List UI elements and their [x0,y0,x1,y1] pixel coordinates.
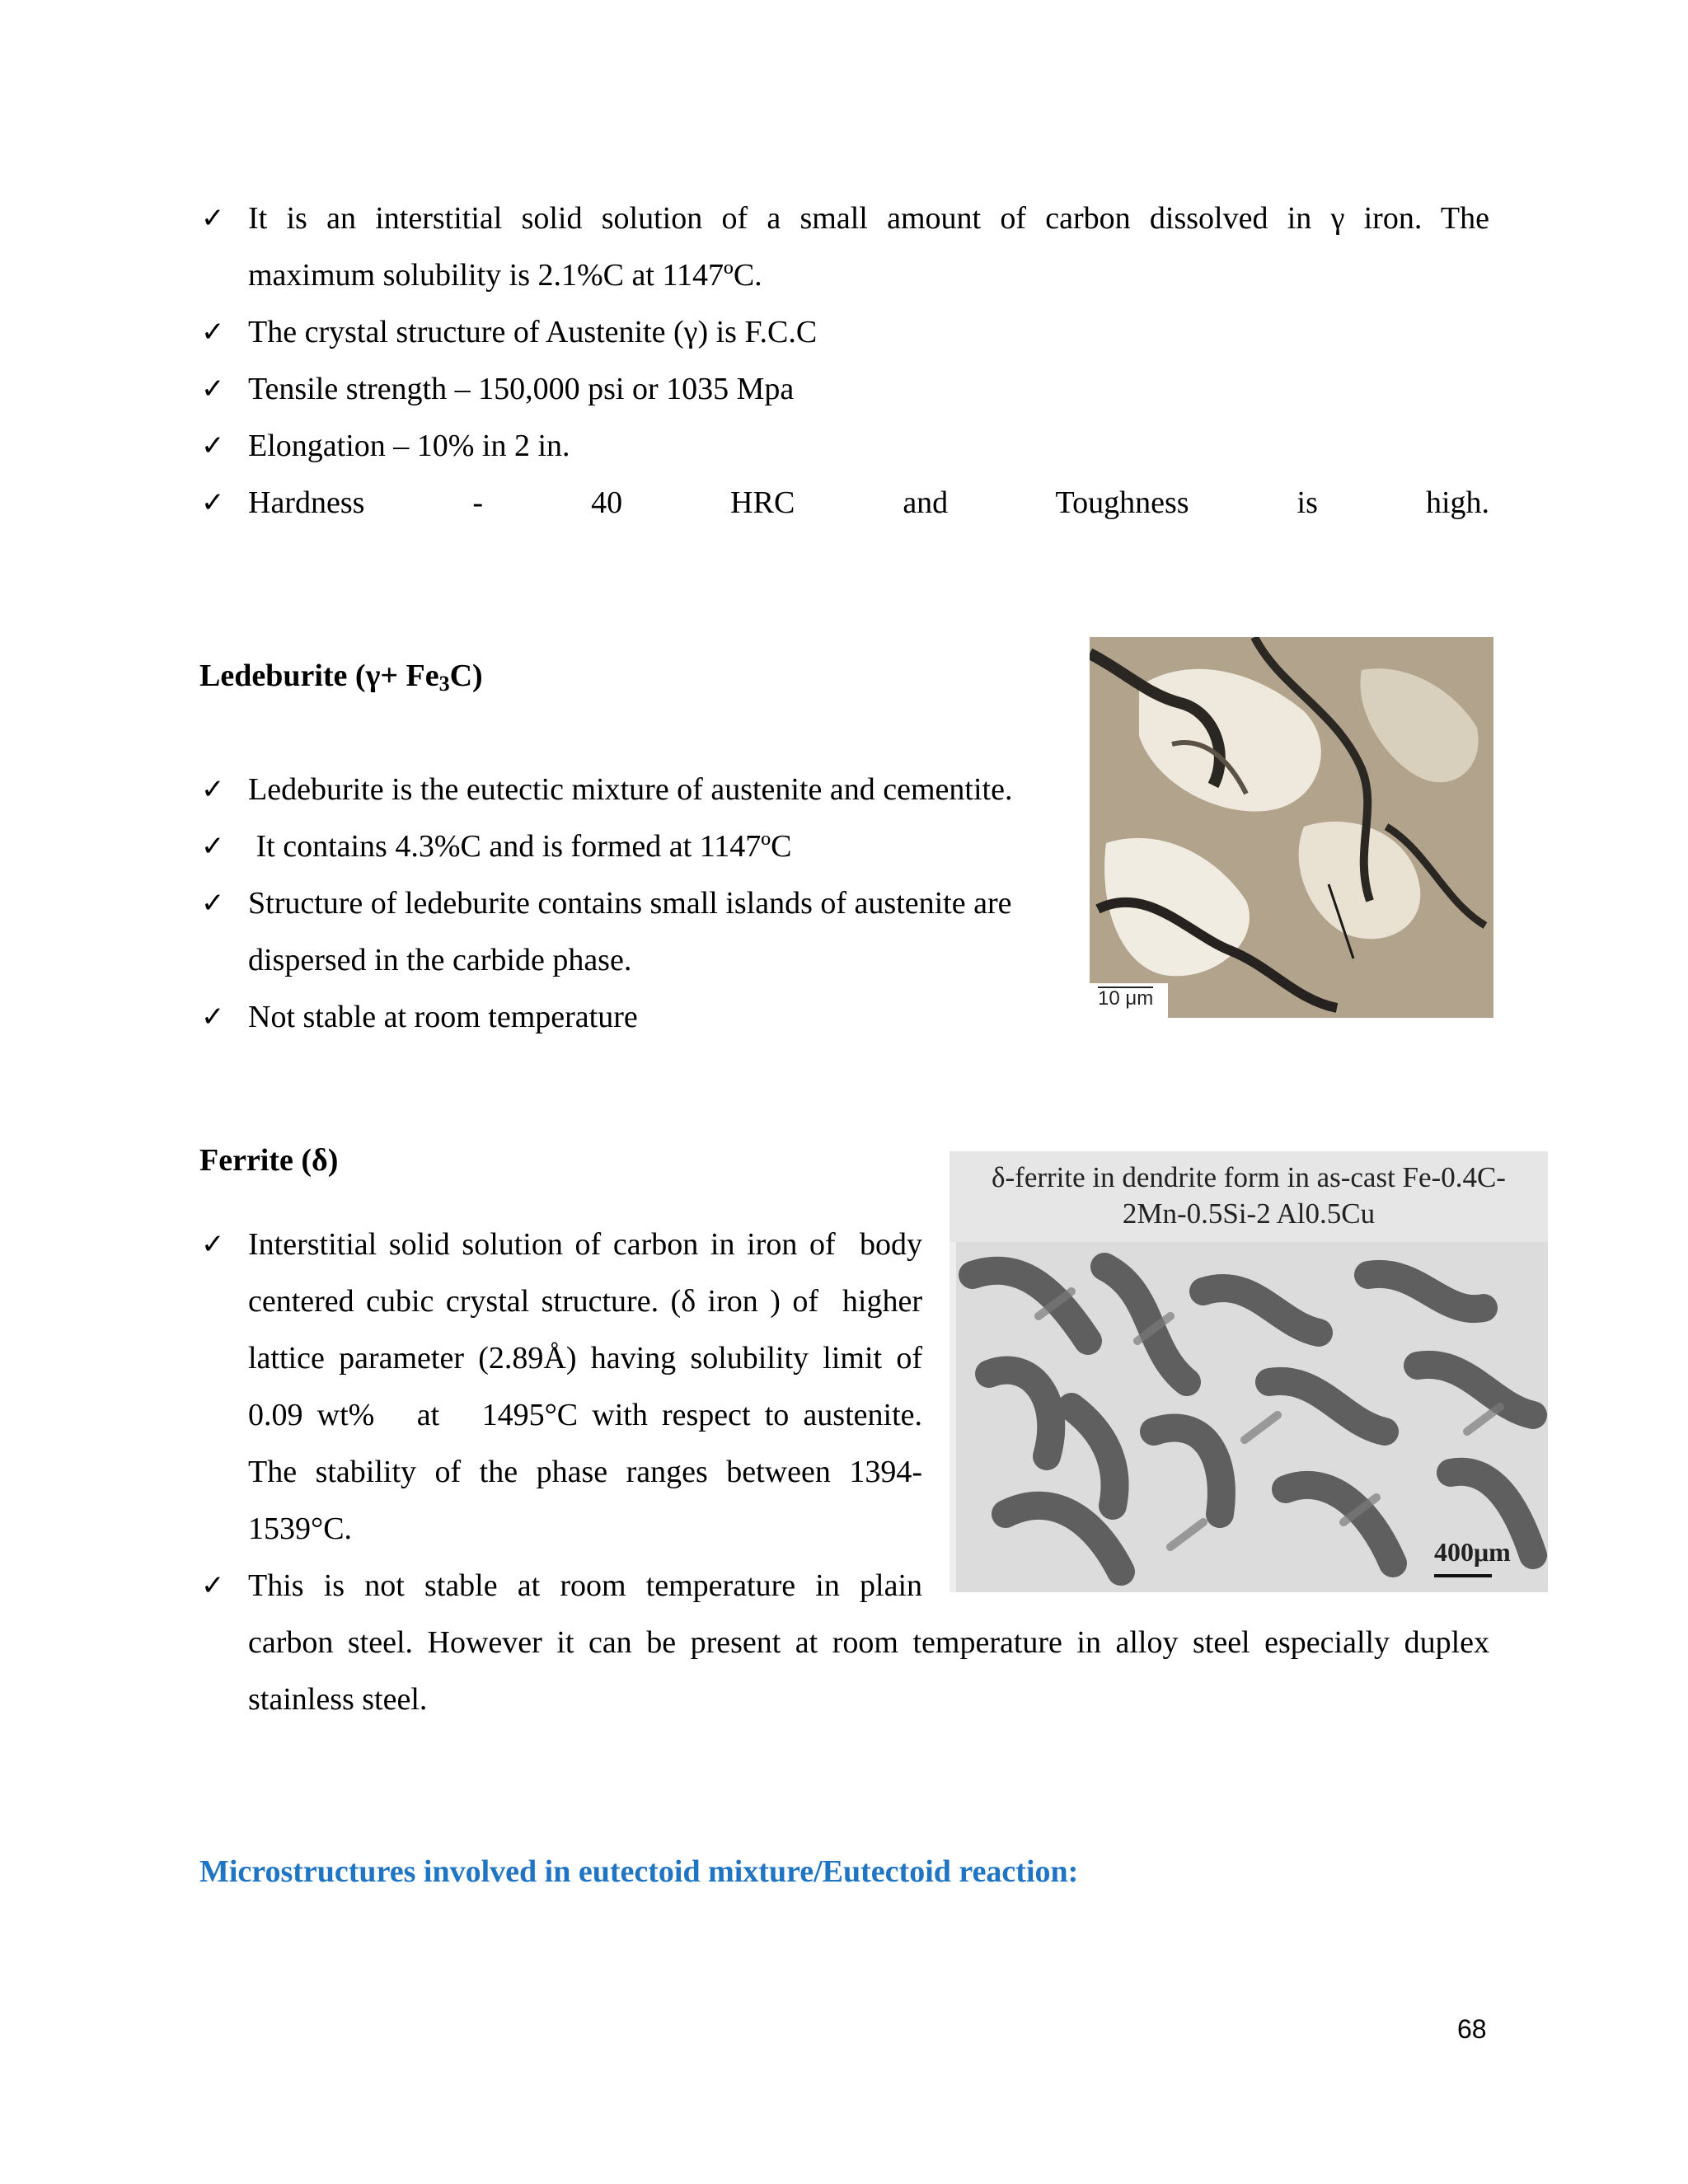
caption-line: δ-ferrite in dendrite form in as-cast Fe-0.4C- [992,1161,1506,1193]
bullet-line: centered cubic crystal structure. (δ iron ) of higher [248,1284,922,1319]
bullet-line: Hardness - 40 HRC and Toughness is high. [248,485,1489,520]
checkmark-icon: ✓ [201,429,225,462]
bullet-line: 0.09 wt% at 1495°C with respect to austenite. [248,1398,922,1432]
bullet-line: maximum solubility is 2.1%C at 1147ºC. [248,258,762,293]
ferrite-micrograph [950,1151,1548,1592]
checkmark-icon: ✓ [201,1001,225,1033]
ledeburite-micrograph [1090,637,1493,1018]
checkmark-icon: ✓ [201,1228,225,1261]
section-heading-ledeburite: Ledeburite $(\gamma+ Fe_3C)$ [199,658,483,696]
bullet-line: The stability of the phase ranges between 1394- [248,1455,922,1489]
section-heading-ferrite: Ferrite (δ) [199,1143,339,1178]
page-number: 68 [1457,2014,1487,2044]
bullet-line: Ledeburite is the eutectic mixture of austenite and cementite. [248,772,1013,807]
figure-caption [950,1151,1548,1242]
bullet-line: carbon steel. However it can be present at room temperature in alloy steel especially duplex [248,1625,1489,1660]
bullet-line: This is not stable at room temperature in plain [248,1568,922,1603]
bullet-line: The crystal structure of Austenite (γ) is F.C.C [248,315,818,349]
bullet-line: Structure of ledeburite contains small islands of austenite are [248,886,1012,921]
bullet-line: stainless steel. [248,1682,428,1717]
bullet-line: Interstitial solid solution of carbon in iron of body [248,1227,922,1262]
checkmark-icon: ✓ [201,373,225,405]
section-heading-eutectoid: Microstructures involved in eutectoid mixture/Eutectoid reaction: [199,1854,1079,1889]
bullet-line: Elongation – 10% in 2 in. [248,429,570,463]
checkmark-icon: ✓ [201,830,225,863]
checkmark-icon: ✓ [201,486,225,519]
bullet-line: 1539°C. [248,1511,353,1546]
bullet-line: It is an interstitial solid solution of a small amount of carbon dissolved in γ iron. The [248,201,1489,236]
bullet-line: Tensile strength – 150,000 psi or 1035 Mpa [248,372,795,406]
checkmark-icon: ✓ [201,1569,225,1602]
micrograph-icon [1090,637,1493,1018]
checkmark-icon: ✓ [201,773,225,806]
checkmark-icon: ✓ [201,202,225,235]
bullet-line: It contains 4.3%C and is formed at 1147ºC [248,829,792,864]
scale-bar-label: 400μm [1434,1537,1511,1567]
checkmark-icon: ✓ [201,887,225,920]
bullet-line: dispersed in the carbide phase. [248,943,632,977]
caption-line: 2Mn-0.5Si-2 Al0.5Cu [1122,1197,1376,1230]
bullet-line: Not stable at room temperature [248,1000,638,1034]
checkmark-icon: ✓ [201,316,225,349]
bullet-line: lattice parameter (2.89Å) having solubility limit of [248,1341,922,1376]
scale-bar-label: 10 μm [1098,987,1154,1010]
